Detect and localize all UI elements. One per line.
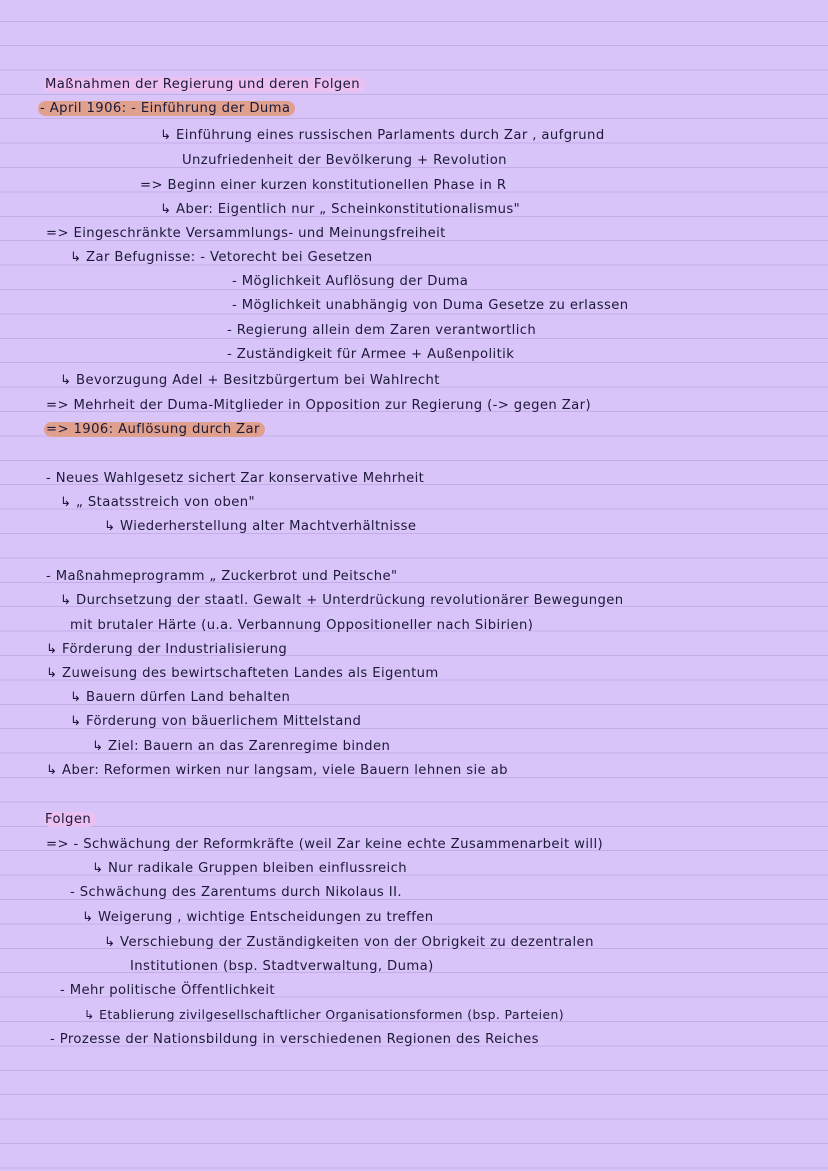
orange-highlight: - April 1906: - Einführung der Duma: [38, 101, 295, 116]
note-line: mit brutaler Härte (u.a. Verbannung Oppositioneller nach Sibirien): [70, 618, 534, 633]
note-line: ↳ Bevorzugung Adel + Besitzbürgertum bei Wahlrecht: [60, 373, 440, 388]
note-line: - Mehr politische Öffentlichkeit: [60, 983, 275, 998]
note-line: ↳ Etablierung zivilgesellschaftlicher Organisationsformen (bsp. Parteien): [84, 1007, 564, 1022]
note-line: => Mehrheit der Duma-Mitglieder in Opposition zur Regierung (-> gegen Zar): [46, 398, 592, 413]
orange-highlight: => 1906: Auflösung durch Zar: [44, 422, 265, 437]
note-line: - Maßnahmeprogramm „ Zuckerbrot und Peitsche": [46, 569, 398, 584]
pink-highlight: Maßnahmen der Regierung und deren Folgen: [43, 77, 365, 92]
note-line: ↳ Ziel: Bauern an das Zarenregime binden: [92, 739, 391, 754]
note-line: ↳ Nur radikale Gruppen bleiben einflussreich: [92, 861, 407, 876]
note-line: Institutionen (bsp. Stadtverwaltung, Duma): [130, 959, 434, 974]
note-title: [45, 76, 365, 93]
note-line: ↳ „ Staatsstreich von oben": [60, 495, 255, 510]
note-line: ↳ Weigerung , wichtige Entscheidungen zu treffen: [82, 910, 434, 925]
note-line: - Regierung allein dem Zaren verantwortlich: [227, 323, 537, 338]
note-line: ↳ Aber: Eigentlich nur „ Scheinkonstitutionalismus": [160, 202, 521, 217]
pink-highlight: Folgen: [43, 812, 96, 827]
note-line: ↳ Durchsetzung der staatl. Gewalt + Unterdrückung revolutionärer Bewegungen: [60, 593, 624, 608]
note-line: - Neues Wahlgesetz sichert Zar konservative Mehrheit: [46, 471, 425, 486]
note-line: ↳ Förderung von bäuerlichem Mittelstand: [70, 714, 362, 729]
note-line: => Beginn einer kurzen konstitutionellen Phase in R: [140, 178, 507, 193]
note-line: ↳ Zuweisung des bewirtschafteten Landes als Eigentum: [46, 666, 439, 681]
note-line: ↳ Bauern dürfen Land behalten: [70, 690, 291, 705]
note-line: ↳ Verschiebung der Zuständigkeiten von der Obrigkeit zu dezentralen: [104, 935, 594, 950]
note-line: - Möglichkeit Auflösung der Duma: [232, 274, 469, 289]
note-line: ↳ Zar Befugnisse: - Vetorecht bei Gesetzen: [70, 250, 373, 265]
note-line: - Schwächung des Zarentums durch Nikolaus II.: [70, 885, 402, 900]
note-line: [40, 100, 295, 117]
note-line: => Eingeschränkte Versammlungs- und Meinungsfreiheit: [46, 226, 446, 241]
note-line: ↳ Förderung der Industrialisierung: [46, 642, 288, 657]
note-line: ↳ Wiederherstellung alter Machtverhältnisse: [104, 519, 417, 534]
note-line: => - Schwächung der Reformkräfte (weil Zar keine echte Zusammenarbeit will): [46, 837, 604, 852]
section-title: [45, 811, 96, 828]
note-line: - Zuständigkeit für Armee + Außenpolitik: [227, 347, 515, 362]
note-line: - Möglichkeit unabhängig von Duma Gesetze zu erlassen: [232, 298, 629, 313]
note-line: ↳ Aber: Reformen wirken nur langsam, viele Bauern lehnen sie ab: [46, 763, 508, 778]
note-line: - Prozesse der Nationsbildung in verschiedenen Regionen des Reiches: [50, 1032, 539, 1047]
note-line: Unzufriedenheit der Bevölkerung + Revolution: [182, 153, 507, 168]
note-line: ↳ Einführung eines russischen Parlaments durch Zar , aufgrund: [160, 128, 605, 143]
note-line: [46, 421, 265, 438]
